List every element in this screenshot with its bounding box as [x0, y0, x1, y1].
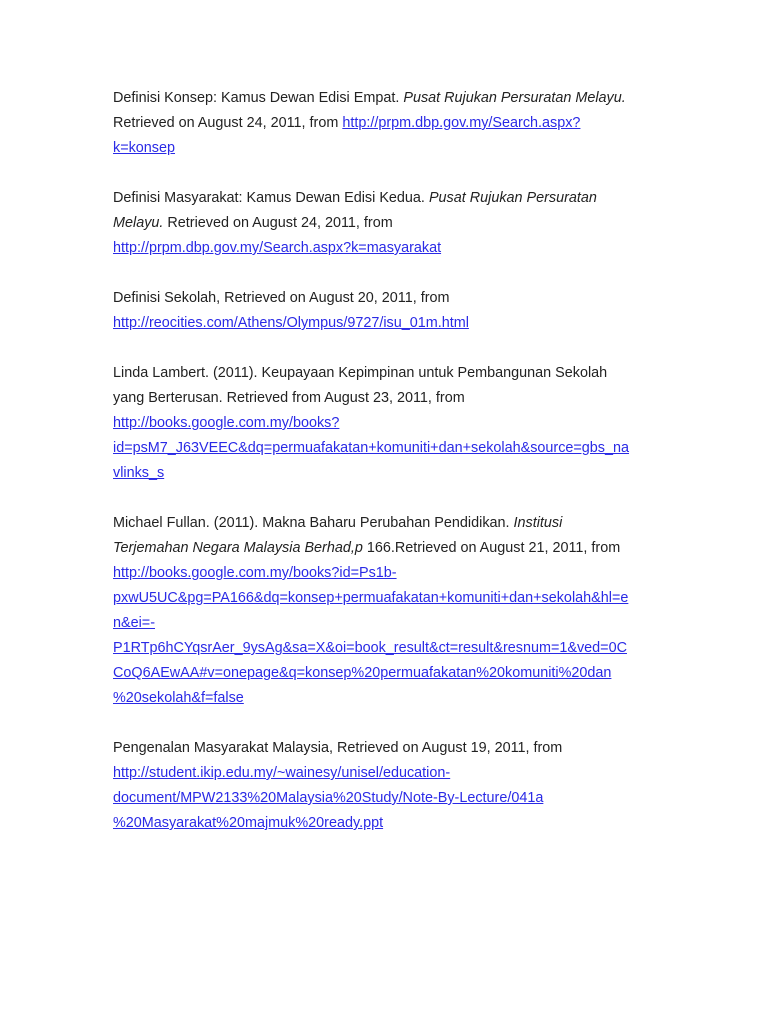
reference-url-link[interactable]: http://books.google.com.my/books?: [113, 415, 340, 431]
reference-url-link[interactable]: document/MPW2133%20Malaysia%20Study/Note-By-Lecture/041a: [113, 790, 544, 806]
reference-line: [113, 511, 673, 536]
reference-text: Michael Fullan. (2011). Makna Baharu Perubahan Pendidikan.: [113, 515, 514, 531]
reference-entry: [113, 286, 673, 336]
reference-line: [113, 86, 673, 111]
reference-text: 166.Retrieved on August 21, 2011, from: [362, 540, 621, 556]
reference-url-link[interactable]: vlinks_s: [113, 465, 165, 481]
reference-source-title: Institusi: [513, 515, 563, 531]
reference-entry: [113, 736, 673, 836]
reference-line: [113, 436, 673, 461]
reference-line: [113, 186, 673, 211]
reference-line: [113, 661, 673, 686]
reference-url-link[interactable]: %20Masyarakat%20majmuk%20ready.ppt: [113, 815, 384, 831]
reference-text: Retrieved on August 24, 2011, from: [113, 115, 343, 131]
reference-text: yang Berterusan. Retrieved from August 23, 2011, from: [113, 390, 465, 406]
reference-source-title: Terjemahan Negara Malaysia Berhad,p: [113, 540, 363, 556]
reference-source-title: Melayu.: [113, 215, 164, 231]
reference-line: [113, 786, 673, 811]
reference-line: [113, 811, 673, 836]
reference-url-link[interactable]: http://student.ikip.edu.my/~wainesy/unisel/education-: [113, 765, 451, 781]
reference-text: Definisi Sekolah, Retrieved on August 20, 2011, from: [113, 290, 450, 306]
reference-url-link[interactable]: P1RTp6hCYqsrAer_9ysAg&sa=X&oi=book_result&ct=result&resnum=1&ved=0C: [113, 640, 627, 656]
reference-source-title: Pusat Rujukan Persuratan Melayu.: [403, 90, 626, 106]
reference-text: Definisi Masyarakat: Kamus Dewan Edisi Kedua.: [113, 190, 429, 206]
reference-url-link[interactable]: http://books.google.com.my/books?id=Ps1b-: [113, 565, 397, 581]
reference-entry: [113, 186, 673, 261]
reference-url-link[interactable]: http://prpm.dbp.gov.my/Search.aspx?k=masyarakat: [113, 240, 442, 256]
reference-line: [113, 561, 673, 586]
reference-url-link[interactable]: id=psM7_J63VEEC&dq=permuafakatan+komuniti+dan+sekolah&source=gbs_na: [113, 440, 630, 456]
reference-list: [113, 86, 673, 861]
reference-line: [113, 461, 673, 486]
reference-url-link[interactable]: %20sekolah&f=false: [113, 690, 244, 706]
reference-line: [113, 536, 673, 561]
reference-text: Retrieved on August 24, 2011, from: [163, 215, 393, 231]
reference-text: Linda Lambert. (2011). Keupayaan Kepimpinan untuk Pembangunan Sekolah: [113, 365, 608, 381]
reference-url-link[interactable]: pxwU5UC&pg=PA166&dq=konsep+permuafakatan+komuniti+dan+sekolah&hl=e: [113, 590, 629, 606]
reference-line: [113, 761, 673, 786]
reference-entry: [113, 361, 673, 486]
reference-line: [113, 211, 673, 236]
reference-line: [113, 586, 673, 611]
reference-entry: [113, 511, 673, 711]
reference-url-link[interactable]: n&ei=-: [113, 615, 155, 631]
reference-line: [113, 286, 673, 311]
reference-line: [113, 236, 673, 261]
reference-entry: [113, 86, 673, 161]
reference-line: [113, 686, 673, 711]
reference-text: Definisi Konsep: Kamus Dewan Edisi Empat.: [113, 90, 404, 106]
reference-source-title: Pusat Rujukan Persuratan: [428, 190, 597, 206]
reference-line: [113, 611, 673, 636]
reference-url-link[interactable]: http://reocities.com/Athens/Olympus/9727/isu_01m.html: [113, 315, 469, 331]
reference-line: [113, 411, 673, 436]
reference-url-link[interactable]: k=konsep: [113, 140, 176, 156]
reference-url-link[interactable]: http://prpm.dbp.gov.my/Search.aspx?: [342, 115, 581, 131]
reference-line: [113, 111, 673, 136]
reference-line: [113, 361, 673, 386]
reference-line: [113, 736, 673, 761]
reference-line: [113, 311, 673, 336]
reference-line: [113, 636, 673, 661]
reference-line: [113, 386, 673, 411]
reference-line: [113, 136, 673, 161]
reference-url-link[interactable]: CoQ6AEwAA#v=onepage&q=konsep%20permuafakatan%20komuniti%20dan: [113, 665, 612, 681]
reference-text: Pengenalan Masyarakat Malaysia, Retrieved on August 19, 2011, from: [113, 740, 563, 756]
